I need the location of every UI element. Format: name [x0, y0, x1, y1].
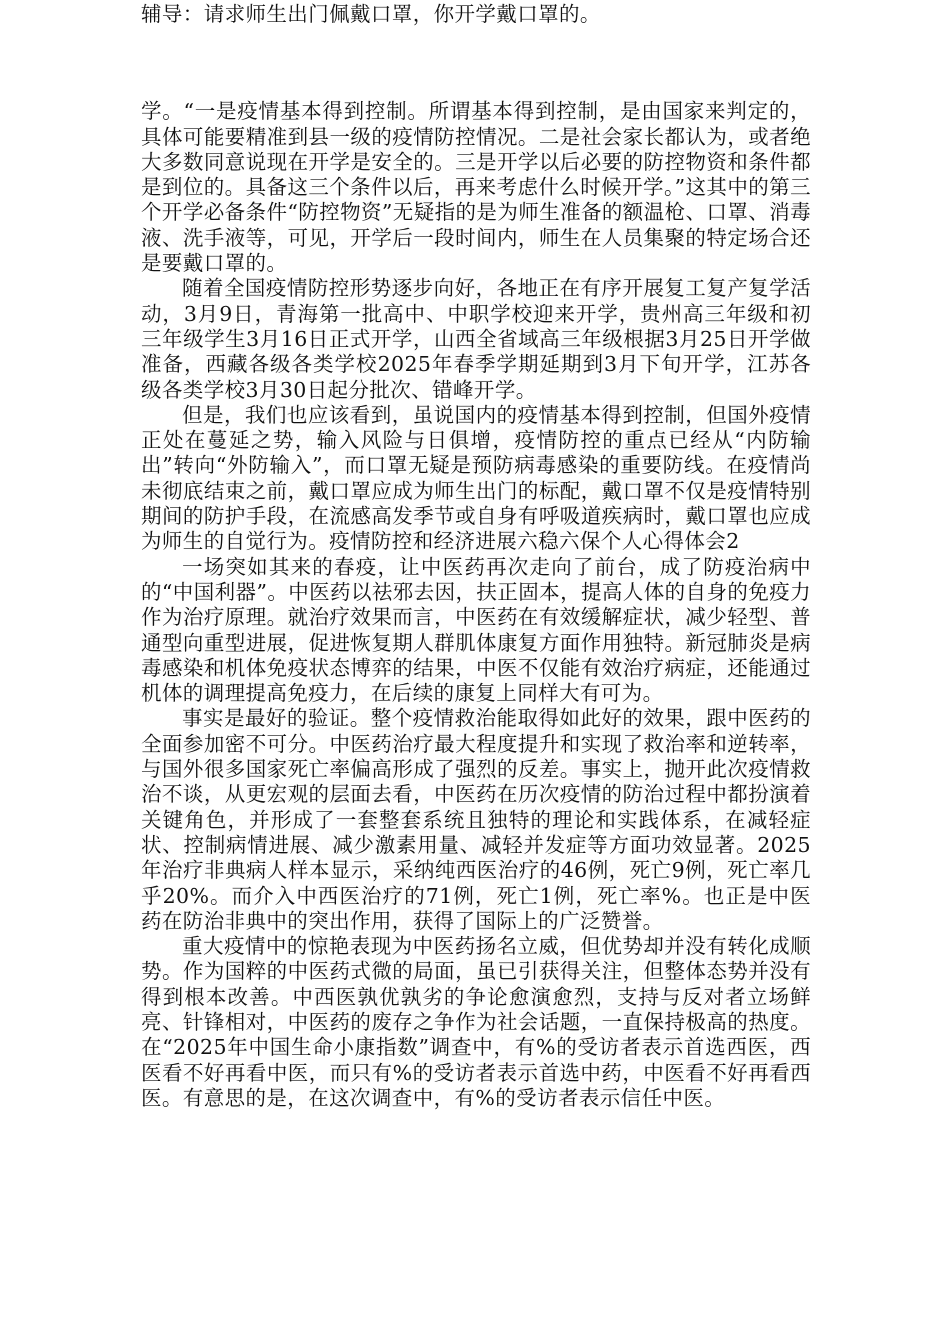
paragraph-tcm-role: 一场突如其来的春疫，让中医药再次走向了前台，成了防疫治病中的“中国利器”。中医药以祛邪去因，扶正固本，提高人体的自身的免疫力作为治疗原理。就治疗效果而言，中医药在有效缓解症状，减少轻型、普通型向重型进展，促进恢复期人群肌体康复方面作用独特。新冠肺炎是病毒感染和机体免疫状态博弈的结果，中医不仅能有效治疗病症，还能通过机体的调理提高免疫力，在后续的康复上同样大有可为。 — [141, 554, 811, 706]
paragraph-tcm-evidence: 事实是最好的验证。整个疫情救治能取得如此好的效果，跟中医药的全面参加密不可分。中医药治疗最大程度提升和实现了救治率和逆转率，与国外很多国家死亡率偏高形成了强烈的反差。事实上，抛开此次疫情救治不谈，从更宏观的层面去看，中医药在历次疫情的防治过程中都扮演着关键角色，并形成了一套整套系统且独特的理论和实践体系，在减轻症状、控制病情进展、减少激素用量、减轻并发症等方面功效显著。2025年治疗非典病人样本显示，采纳纯西医治疗的46例，死亡9例，死亡率几乎20%。而介入中西医治疗的71例，死亡1例，死亡率%。也正是中医药在防治非典中的突出作用，获得了国际上的广泛赞誉。 — [141, 706, 811, 933]
paragraph-mask-wearing: 但是，我们也应该看到，虽说国内的疫情基本得到控制，但国外疫情正处在蔓延之势，输入风险与日俱增，疫情防控的重点已经从“内防输出”转向“外防输入”，而口罩无疑是预防病毒感染的重要防线。在疫情尚未彻底结束之前，戴口罩应成为师生出门的标配，戴口罩不仅是疫情特别期间的防护手段，在流感高发季节或自身有呼吸道疾病时，戴口罩也应成为师生的自觉行为。疫情防控和经济进展六稳六保个人心得体会2 — [141, 402, 811, 554]
paragraph-school-reopening-schedule: 随着全国疫情防控形势逐步向好，各地正在有序开展复工复产复学活动，3月9日，青海第一批高中、中职学校迎来开学，贵州高三年级和初三年级学生3月16日正式开学，山西全省域高三年级根据3月25日开学做准备，西藏各级各类学校2025年春季学期延期到3月下旬开学，江苏各级各类学校3月30日起分批次、错峰开学。 — [141, 276, 811, 402]
document-page — [141, 0, 811, 1111]
top-fragment-line: 辅导：请求师生出门佩戴口罩，你开学戴口罩的。 — [141, 2, 601, 26]
page-break-gap — [141, 27, 811, 99]
paragraph-tcm-debate: 重大疫情中的惊艳表现为中医药扬名立威，但优势却并没有转化成顺势。作为国粹的中医药式微的局面，虽已引获得关注，但整体态势并没有得到根本改善。中西医孰优孰劣的争论愈演愈烈，支持与反对者立场鲜亮、针锋相对，中医药的废存之争作为社会话题，一直保持极高的热度。在“2025年中国生命小康指数”调查中，有%的受访者表示首选西医，西医看不好再看中医，而只有%的受访者表示首选中药，中医看不好再看西医。有意思的是，在这次调查中，有%的受访者表示信任中医。 — [141, 934, 811, 1110]
paragraph-school-opening-conditions: 学。“一是疫情基本得到控制。所谓基本得到控制，是由国家来判定的，具体可能要精准到县一级的疫情防控情况。二是社会家长都认为，或者绝大多数同意说现在开学是安全的。三是开学以后必要的防控物资和条件都是到位的。具备这三个条件以后，再来考虑什么时候开学。”这其中的第三个开学必备条件“防控物资”无疑指的是为师生准备的额温枪、口罩、消毒液、洗手液等，可见，开学后一段时间内，师生在人员集聚的特定场合还是要戴口罩的。 — [141, 99, 811, 276]
